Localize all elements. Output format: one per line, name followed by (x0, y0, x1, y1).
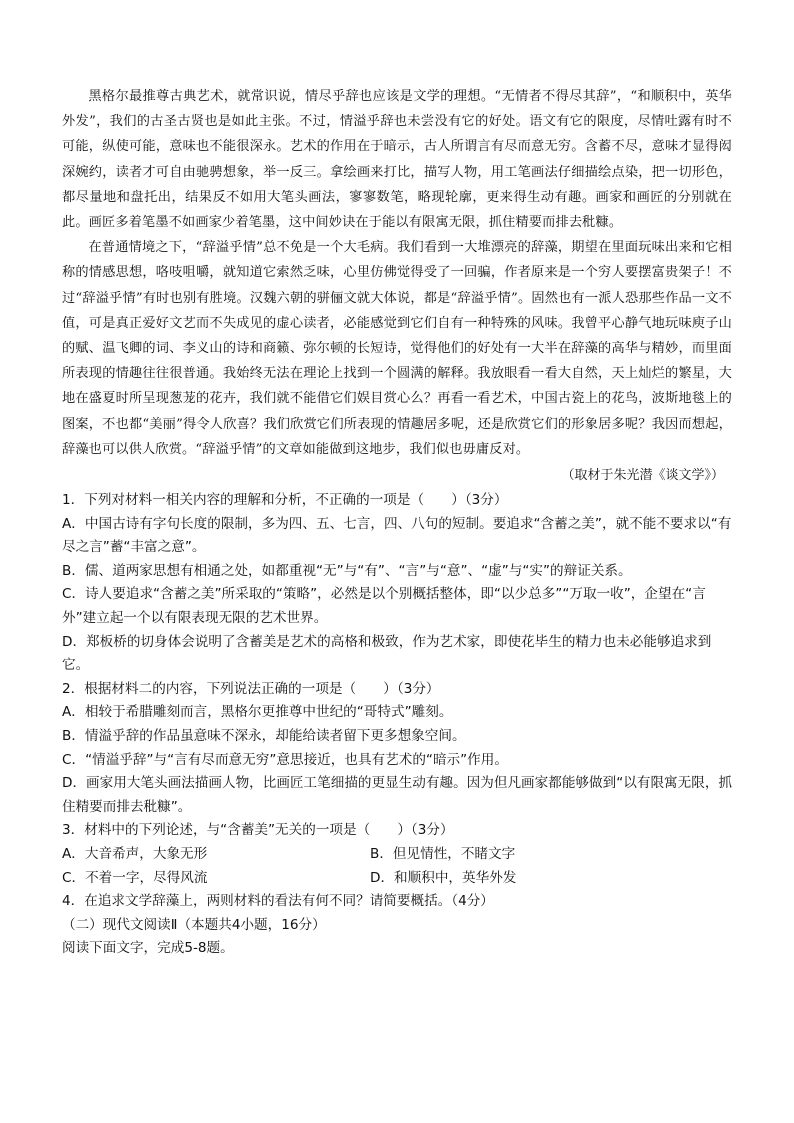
question-1-option-d: D．郑板桥的切身体会说明了含蓄美是艺术的高格和极致，作为艺术家，即使花毕生的精力也未必能够追求到它。 (62, 633, 712, 674)
question-4-stem: 4．在追求文学辞藻上，两则材料的看法有何不同？请简要概括。（4分） (62, 893, 494, 910)
question-1-stem: 1．下列对材料一相关内容的理解和分析，不正确的一项是（ ）（3分） (62, 492, 508, 509)
question-3-option-a: A．大音希声，大象无形 (62, 845, 208, 862)
question-3-options-row-2 (62, 867, 732, 891)
question-1-option-c: C．诗人要追求“含蓄之美”所采取的“策略”，必然是以个别概括整体，即“以少总多”“万取一收”，企望在“言外”建立起一个以有限表现无限的艺术世界。 (62, 586, 706, 627)
question-3-option-b: B．但见情性，不睹文字 (370, 845, 516, 862)
question-3-options-row-1 (62, 843, 732, 867)
section-title: （二）现代文阅读Ⅱ（本题共4小题，16分） (62, 916, 326, 933)
passage-paragraph-1: 黑格尔最推尊古典艺术，就常识说，情尽乎辞也应该是文学的理想。“无情者不得尽其辞”，“和顺积中，英华外发”，我们的古圣古贤也是如此主张。不过，情溢乎辞也未尝没有它的好处。语文有它的限度，尽情吐露有时不可能，纵使可能，意味也不能很深永。艺术的作用在于暗示，古人所谓言有尽而意无穷。含蓄不尽，意味才显得闳深婉约，读者才可自由驰骋想象，举一反三。拿绘画来打比，描写人物，用工笔画法仔细描绘点染，把一切形色，都尽量地和盘托出，结果反不如用大笔头画法，寥寥数笔，略现轮廓，更来得生动有趣。画家和画匠的分别就在此。画匠多着笔墨不如画家少着笔墨，这中间妙诀在于能以有限寓无限，抓住精要而排去秕糠。 (62, 89, 732, 231)
question-1-option-b: B．儒、道两家思想有相通之处，如都重视“无”与“有”、“言”与“意”、“虚”与“实”的辩证关系。 (62, 562, 632, 579)
question-4 (62, 890, 732, 914)
question-1 (62, 489, 732, 678)
question-list (62, 489, 732, 961)
question-2-option-d: D．画家用大笔头画法描画人物，比画匠工笔细描的更显生动有趣。因为但凡画家都能够做到“以有限寓无限，抓住精要而排去秕糠”。 (62, 775, 733, 815)
question-2-option-b: B．情溢乎辞的作品虽意味不深永，却能给读者留下更多想象空间。 (62, 727, 466, 744)
question-3-option-d: D．和顺积中，英华外发 (370, 869, 517, 886)
question-2-stem: 2．根据材料二的内容，下列说法正确的一项是（ ）（3分） (62, 680, 440, 697)
passage-paragraph-2: 在普通情境之下，“辞溢乎情”总不免是一个大毛病。我们看到一大堆漂亮的辞藻，期望在里面玩味出来和它相称的情感思想，咯吱咀嚼，就知道它索然乏味，心里仿佛觉得受了一回骗，作者原来是一个穷人要摆富贵架子！不过“辞溢乎情”有时也别有胜境。汉魏六朝的骈俪文就大体说，都是“辞溢乎情”。固然也有一派人恐那些作品一文不值，可是真正爱好文艺而不失成见的虚心读者，必能感觉到它们自有一种特殊的风味。我曾平心静气地玩味庾子山的赋、温飞卿的词、李义山的诗和商籁、弥尔顿的长短诗，觉得他们的好处有一大半在辞藻的高华与精妙，而里面所表现的情趣往往很普通。我始终无法在理论上找到一个圆满的解释。我放眼看一看大自然，天上灿烂的繁星，大地在盛夏时所呈现葱茏的花卉，我们就不能借它们娱目赏心么？再看一看艺术，中国古瓷上的花鸟，波斯地毯上的图案，不也都“美丽”得令人欣喜？我们欣赏它们所表现的情趣居多呢，还是欣赏它们的形象居多呢？我因而想起，辞藻也可以供人欣赏。“辞溢乎情”的文章如能做到这地步，我们似也毋庸反对。 (62, 240, 732, 457)
question-3-stem: 3．材料中的下列论述，与“含蓄美”无关的一项是（ ）（3分） (62, 822, 454, 839)
question-1-option-a: A．中国古诗有字句长度的限制，多为四、五、七言，四、八句的短制。要追求“含蓄之美”，就不能不要求以“有尽之言”蓄“丰富之意”。 (62, 515, 732, 556)
reading-passage (62, 84, 732, 462)
question-2 (62, 678, 732, 820)
exam-page (62, 84, 732, 961)
passage-source: （取材于朱光潜《谈文学》） (561, 468, 724, 484)
section-instruction: 阅读下面文字，完成5-8题。 (62, 940, 234, 957)
question-3-option-c: C．不着一字，尽得风流 (62, 869, 208, 886)
question-3 (62, 819, 732, 890)
question-2-option-c: C．“情溢乎辞”与“言有尽而意无穷”意思接近，也具有艺术的“暗示”作用。 (62, 751, 508, 768)
question-2-option-a: A．相较于希腊雕刻而言，黑格尔更推尊中世纪的“哥特式”雕刻。 (62, 704, 453, 721)
